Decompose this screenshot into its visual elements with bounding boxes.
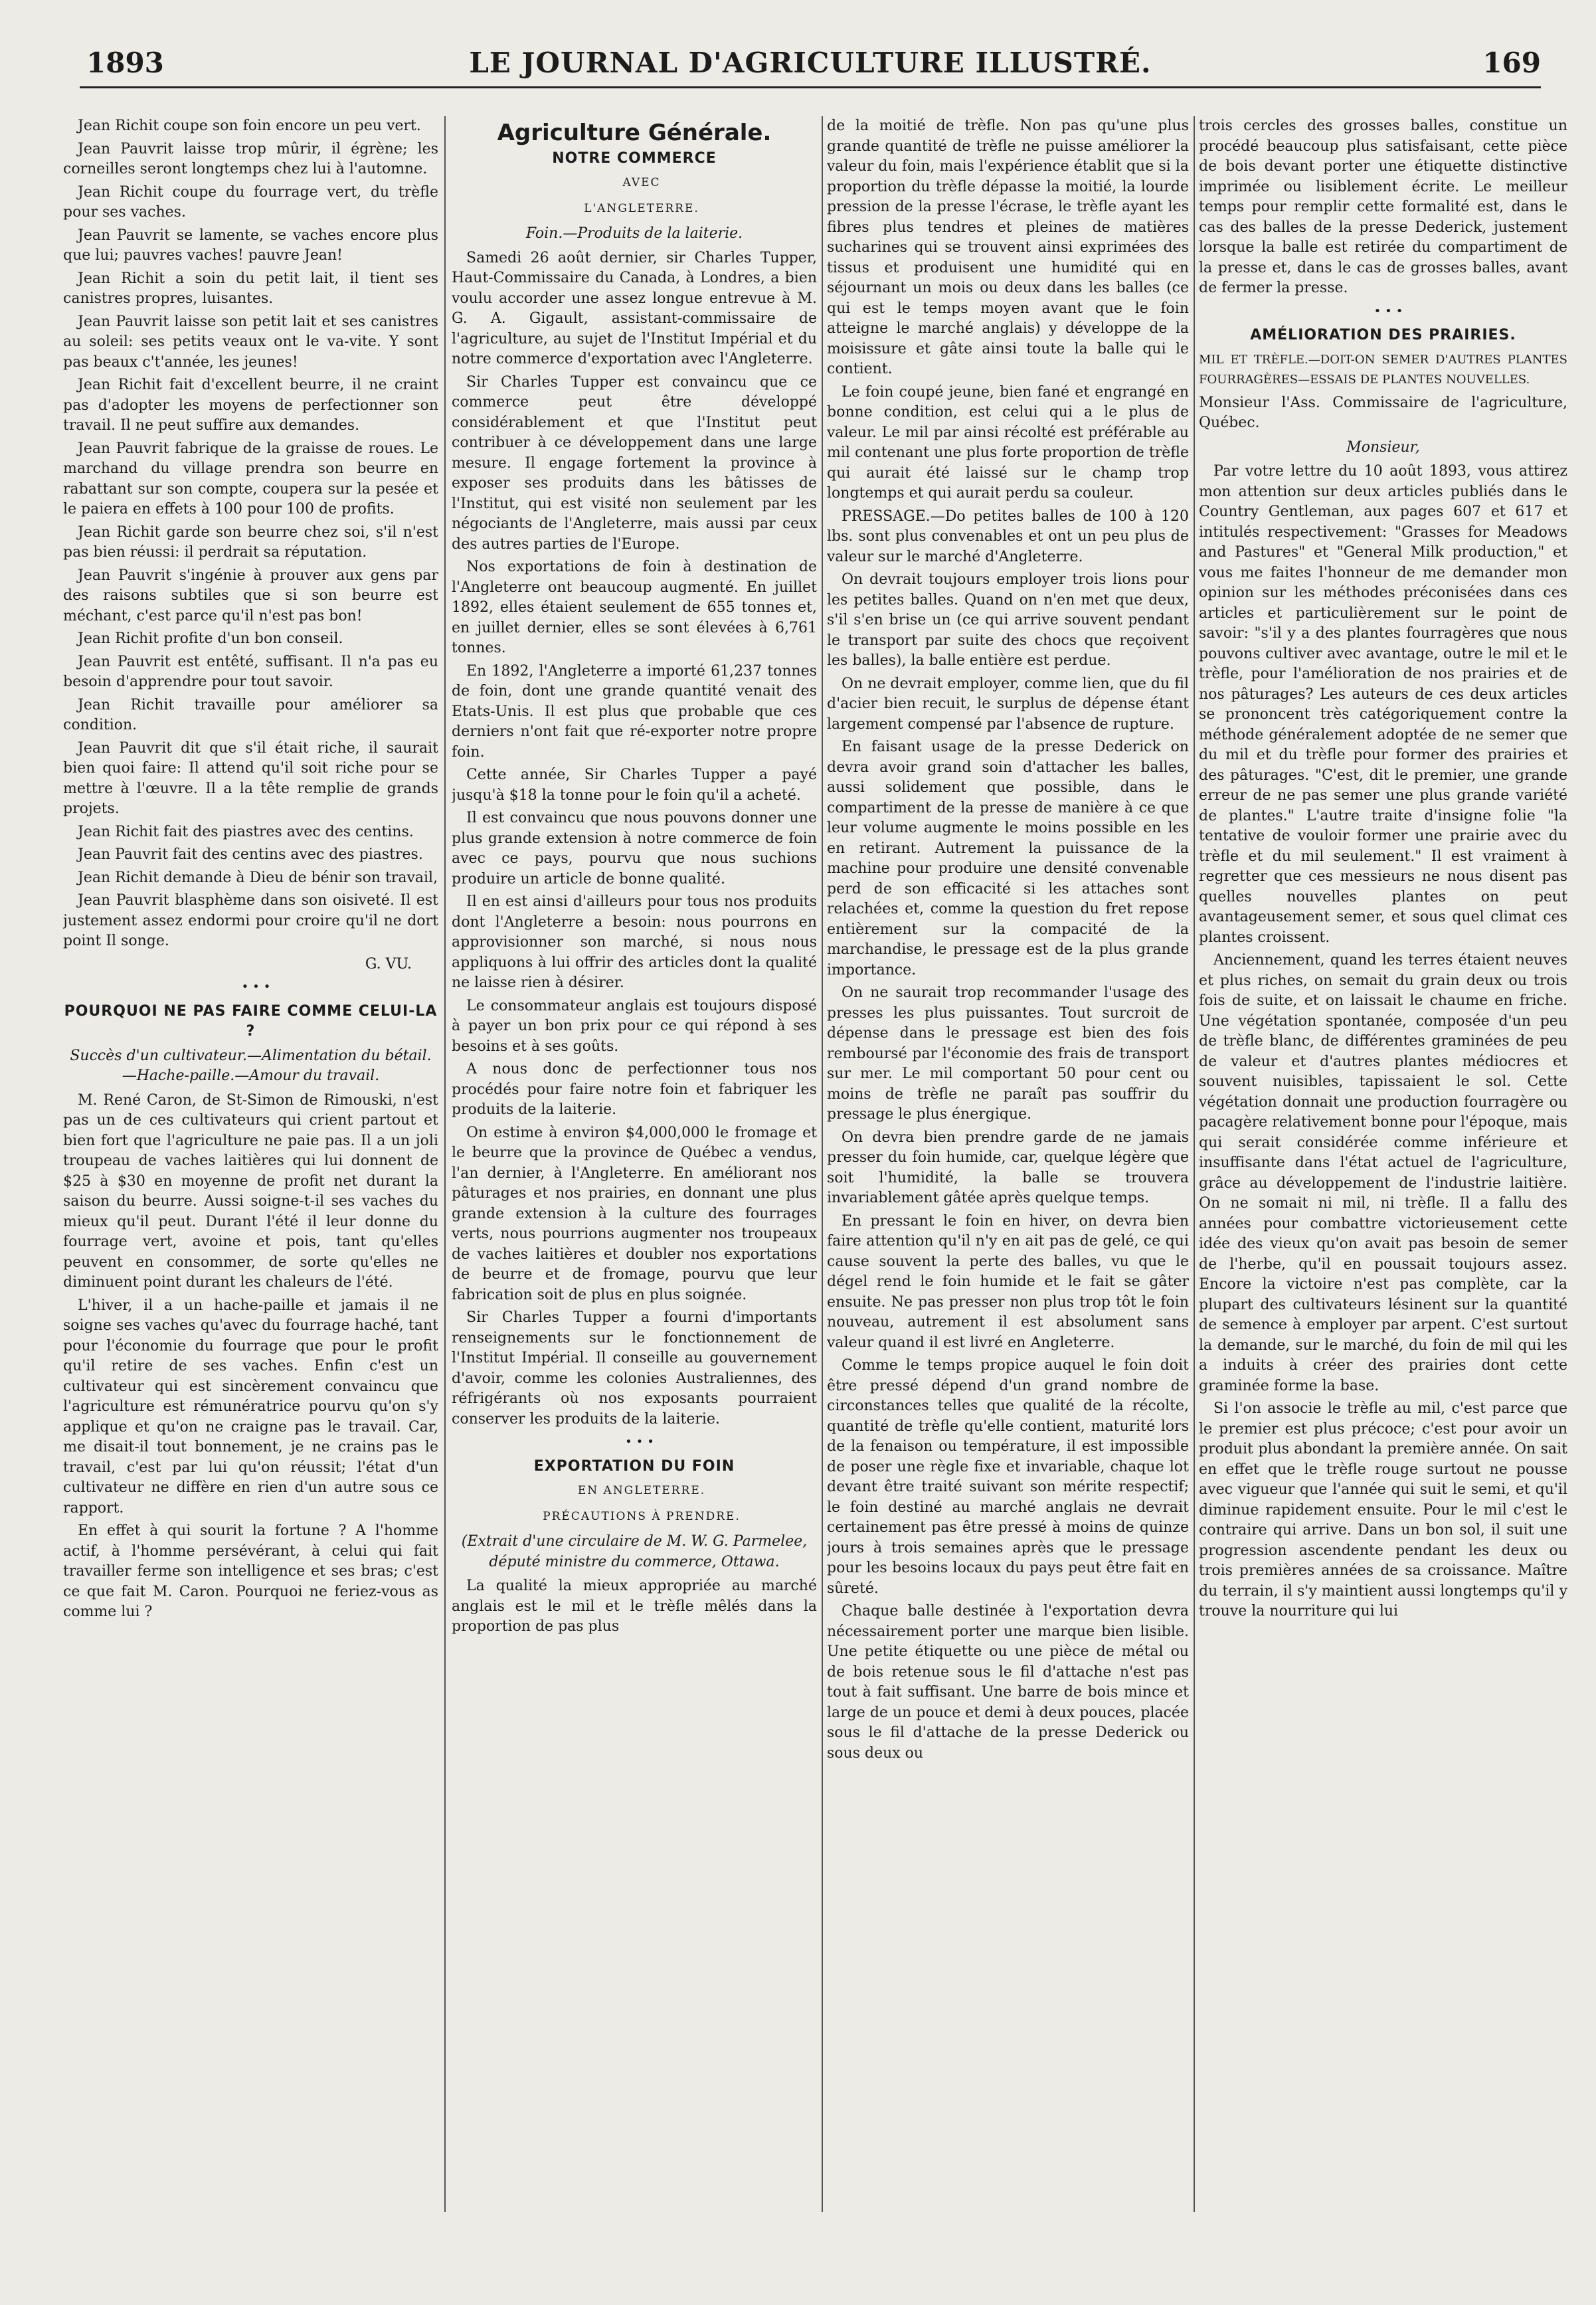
paragraph: Comme le temps propice auquel le foin doit être pressé dépend d'un grand nombre de circonstances telles que qualité de la récolte, quantité de trèfle qu'elle contient, maturité lors de la fenaison ou température, il est impossible de poser une règle fixe et invariable, chaque lot devant être traité suivant son mérite respectif; le foin destiné au marché anglais ne devrait certainement pas être pressé à moins de quinze jours à trois semaines après que le pressage pour les besoins locaux du pays peut être fait en sûreté. xyxy=(827,1357,1189,1597)
paragraph: Jean Richit profite d'un bon conseil. xyxy=(78,630,343,647)
paragraph: Jean Pauvrit laisse son petit lait et ses canistres au soleil: ses petits veaux ont le va-vite. Y sont pas beaux c't'année, les jeunes! xyxy=(63,313,438,371)
paragraph: Anciennement, quand les terres étaient neuves et plus riches, on semait du grain deux ou trois fois de suite, et on laissait le chaume en friche. Une végétation spontanée, composée d'un peu de trèfle blanc, de différentes graminées de peu de valeur et d'autres plantes médiocres et souvent nuisibles, tapissaient le sol. Cette végétation donnait une production fourragère ou pacagère relativement bonne pour l'époque, mais qui serait considérée comme inférieure et insuffisante dans l'état actuel de l'agriculture, grâce au développement de l'industrie laitière. On ne somait ni mil, ni trèfle. Il a fallu des années pour combattre victorieusement cette idée des vieux qu'on avait pas besoin de semer de l'herbe, qu'il en poussait toujours assez. Encore la victoire n'est pas complète, car la plupart des cultivateurs lésinent sur la quantité de semence à employer par arpent. C'est surtout la demande, sur le marché, du foin de mil qui les a induits à créer des prairies dont cette graminée forme la base. xyxy=(1199,952,1567,1394)
paragraph: Il en est ainsi d'ailleurs pour tous nos produits dont l'Angleterre a besoin: nous pourrons en approvisionner son marché, si nous nous appliquons à lui offrir des articles dont la qualité ne laisse rien à désirer. xyxy=(452,893,817,991)
paragraph: Jean Richit garde son beurre chez soi, s'il n'est pas bien réussi: il perdrait sa réputation. xyxy=(63,523,438,561)
paragraph: Sir Charles Tupper est convaincu que ce commerce peut être développé considérablement et que l'Institut peut contribuer à ce développement dans une large mesure. Il engage fortement la province à exposer ses produits dans les bâtisses de l'Institut, qui est visité non seulement par les négociants de l'Angleterre, mais aussi par ceux des autres parties de l'Europe. xyxy=(452,373,817,553)
paragraph: Jean Pauvrit se lamente, se vaches encore plus que lui; pauvres vaches! pauvre Jean! xyxy=(63,227,438,264)
paragraph: Nos exportations de foin à destination de l'Angleterre ont beaucoup augmenté. En juillet 1892, elles étaient seulement de 655 tonnes et, en juillet dernier, elles se sont élevées à 6,761 tonnes. xyxy=(452,559,817,656)
header-year: 1893 xyxy=(86,46,164,79)
paragraph: En faisant usage de la presse Dederick on devra avoir grand soin d'attacher les balles, aussi solidement que possible, dans le compartiment de la presse de manière à ce que leur volume augmente le moins possible en les en retirant. Autrement la puissance de la machine pour produire une densité convenable perd de son efficacité si les attaches sont relachées et, comme la question du fret repose entièrement sur la compacité de la marchandise, le pressage est de la plus grande importance. xyxy=(827,739,1189,978)
column-2 xyxy=(452,116,817,2212)
column-rule xyxy=(1194,116,1195,2212)
paragraph: Jean Pauvrit fabrique de la graisse de roues. Le marchand du village prendra son beurre en rabattant sur son compte, coupera sur la pesée et le paiera en effets à 100 pour 100 de profits. xyxy=(63,440,438,517)
separator: ••• xyxy=(1374,304,1407,318)
article-deck: Succès d'un cultivateur.—Alimentation du bétail.—Hache-paille.—Amour du travail. xyxy=(70,1047,432,1084)
paragraph: Jean Richit fait des piastres avec des centins. xyxy=(78,823,414,840)
paragraph: Jean Richit travaille pour améliorer sa condition. xyxy=(63,696,438,733)
article-subheading: L'ANGLETERRE. xyxy=(584,201,699,215)
column-rule xyxy=(822,116,823,2212)
paragraph: Jean Pauvrit fait des centins avec des piastres. xyxy=(78,846,423,863)
article-subheading: PRÉCAUTIONS À PRENDRE. xyxy=(543,1509,741,1523)
paragraph: Chaque balle destinée à l'exportation devra nécessairement porter une marque bien lisible. Une petite étiquette ou une pièce de métal ou de bois retenue sous le fil d'attache n'est pas tout à fait suffisant. Une barre de bois mince et large de un pouce et demi à deux pouces, placée sous le fil d'attache de la presse Dederick ou sous deux ou xyxy=(827,1603,1189,1762)
article-heading: EXPORTATION DU FOIN xyxy=(533,1457,735,1475)
header-title: LE JOURNAL D'AGRICULTURE ILLUSTRÉ. xyxy=(469,46,1152,79)
separator: ••• xyxy=(241,980,275,994)
paragraph: On ne devrait employer, comme lien, que du fil d'acier bien recuit, le surplus de dépense étant largement compensé par l'absence de rupture. xyxy=(827,675,1189,733)
page-header xyxy=(80,40,1541,88)
paragraph: Jean Richit demande à Dieu de bénir son travail, xyxy=(78,869,438,886)
paragraph: En effet à qui sourit la fortune ? A l'homme actif, à l'homme persévérant, à celui qui fait travailler ferme son intelligence et ses bras; c'est ce que fait M. Caron. Pourquoi ne feriez-vous as comme lui ? xyxy=(63,1522,438,1620)
paragraph: Cette année, Sir Charles Tupper a payé jusqu'à $18 la tonne pour le foin qu'il a acheté. xyxy=(452,767,817,804)
paragraph: En 1892, l'Angleterre a importé 61,237 tonnes de foin, dont une grande quantité venait des Etats-Unis. Il est plus que probable que ces derniers n'ont fait que ré-exporter notre propre foin. xyxy=(452,662,817,761)
article-deck: Foin.—Produits de la laiterie. xyxy=(525,225,743,242)
salutation: Monsieur, xyxy=(1346,438,1420,456)
paragraph: de la moitié de trèfle. Non pas qu'une plus grande quantité de trèfle ne puisse améliorer la valeur du foin, mais l'expérience établit que si la proportion du trèfle dépasse la moitié, la lourde pression de la presse l'écrase, le trèfle ayant les fibres plus tendres et pleines de matières sucharines qui se trouvent ainsi exprimées des tissus et produisent une humidité qui en séjournant un mois ou deux dans les balles (ce qui est le temps moyen avant que le foin atteigne le marché anglais) y développe de la moisissure et gâte ainsi toute la balle qui le contient. xyxy=(827,118,1189,377)
paragraph: Le consommateur anglais est toujours disposé à payer un bon prix pour ce qui répond à ses besoins et à ses goûts. xyxy=(452,997,817,1055)
paragraph: Il est convaincu que nous pouvons donner une plus grande extension à notre commerce de foin avec ce pays, pourvu que nous suchions produire un article de bonne qualité. xyxy=(452,810,817,887)
column-1 xyxy=(63,116,438,2212)
paragraph: PRESSAGE.—Do petites balles de 100 à 120 lbs. sont plus convenables et ont un peu plus de valeur sur le marché d'Angleterre. xyxy=(827,507,1189,565)
paragraph: Jean Pauvrit blasphème dans son oisiveté. Il est justement assez endormi pour croire qu'il ne dort point Il songe. xyxy=(63,892,438,949)
paragraph: A nous donc de perfectionner tous nos procédés pour faire notre foin et fabriquer les produits de la laiterie. xyxy=(452,1061,817,1118)
paragraph: Jean Richit coupe son foin encore un peu vert. xyxy=(78,118,421,134)
header-page-number: 169 xyxy=(1482,46,1541,79)
paragraph: Par votre lettre du 10 août 1893, vous attirez mon attention sur deux articles publiés dans le Country Gentleman, aux pages 607 et 617 et intitulés respectivement: "Grasses for Meadows and Pastures" et "General Milk production," et vous me faites l'honneur de me demander mon opinion sur les méthodes préconisées dans ces articles et particulièrement sur le point de savoir: "s'il y a des plantes fourragères que nous pouvons cultiver avec avantage, outre le mil et le trèfle, pour l'amélioration de nos prairies et de nos pâturages? Les auteurs de ces deux articles se prononcent très catégoriquement contre la méthode généralement adoptée de ne semer que du mil et du trèfle pour former des prairies et des pâturages. "C'est, dit le premier, une grande erreur de ne pas semer une plus grande variété de plantes." L'autre traite d'insigne folie "la tentative de vouloir former une prairie avec du trèfle et du mil seulement." Il est vraiment à regretter que ces messieurs ne nous disent pas quelles nouvelles plantes on peut avantageusement semer, et sous quel climat ces plantes croissent. xyxy=(1199,463,1567,946)
address: Monsieur l'Ass. Commissaire de l'agriculture, Québec. xyxy=(1199,394,1567,431)
paragraph: La qualité la mieux appropriée au marché anglais est le mil et le trèfle mêlés dans la proportion de pas plus xyxy=(452,1578,817,1635)
column-rule xyxy=(444,116,446,2212)
paragraph: On devra bien prendre garde de ne jamais presser du foin humide, car, quelque légère que soit l'humidité, la balle se trouvera invariablement gâtée après quelque temps. xyxy=(827,1129,1189,1206)
paragraph: Jean Pauvrit laisse trop mûrir, il égrène; les corneilles seront longtemps chez lui à l'automne. xyxy=(63,140,438,177)
paragraph: M. René Caron, de St-Simon de Rimouski, n'est pas un de ces cultivateurs qui crient partout et bien fort que l'agriculture ne paie pas. Il a un joli troupeau de vaches laitières qui lui donnent de $25 à $30 en moyenne de profit net durant la saison du beurre. Aussi soigne-t-il ses vaches du mieux qu'il peut. Durant l'été il leur donne du fourrage vert, avoine et pois, tant qu'elles peuvent en consommer, de sorte qu'elles ne diminuent point durant les chaleurs de l'été. xyxy=(63,1091,438,1291)
paragraph: Jean Pauvrit dit que s'il était riche, il saurait bien quoi faire: Il attend qu'il soit riche pour se mettre à l'œuvre. Il a la tête remplie de grands projets. xyxy=(63,739,438,817)
article-subheading: EN ANGLETERRE. xyxy=(577,1484,706,1497)
article-heading: AMÉLIORATION DES PRAIRIES. xyxy=(1250,327,1516,343)
paragraph: trois cercles des grosses balles, constitue un procédé beaucoup plus satisfaisant, cette pièce de bois devant porter une étiquette distinctive imprimée ou lisiblement écrite. Le meilleur temps pour remplir cette formalité est, dans le cas des balles de la presse Dederick, justement lorsque la balle est retirée du compartiment de la presse et, dans le cas de grosses balles, avant de fermer la presse. xyxy=(1199,118,1567,296)
section-heading: Agriculture Générale. xyxy=(497,120,772,146)
paragraph: L'hiver, il a un hache-paille et jamais il ne soigne ses vaches qu'avec du fourrage haché, tant pour l'économie du fourrage que pour le profit qu'il retire de ses vaches. Enfin c'est un cultivateur qui est sincèrement convaincu que l'agriculture est rémunératrice pourvu qu'on s'y applique et qu'on ne craigne pas le travail. Car, me disait-il tout bonnement, je ne crains pas le travail, c'est par lui qu'on réussit; l'état d'un cultivateur ne diffère en rien d'un autre sous ce rapport. xyxy=(63,1297,438,1517)
paragraph: Jean Pauvrit est entêté, suffisant. Il n'a pas eu besoin d'apprendre pour tout savoir. xyxy=(63,653,438,690)
article-heading: POURQUOI NE PAS FAIRE COMME CELUI-LA ? xyxy=(64,1002,438,1040)
paragraph: Le foin coupé jeune, bien fané et engrangé en bonne condition, est celui qui a le plus de valeur. Le mil par ainsi récolté est préférable au mil contenant une plus forte proportion de trèfle qui aurait été laissé sur le champ trop longtemps et qui aurait perdu sa couleur. xyxy=(827,383,1189,502)
paragraph: Si l'on associe le trèfle au mil, c'est parce que le premier est plus précoce; c'est pour avoir un produit plus abondant la première année. On sait en effet que le trèfle rouge surtout ne pousse avec vigueur que l'année qui suit le semi, et qu'il diminue rapidement ensuite. Pour le mil c'est le contraire qui arrive. Dans un bon sol, il suit une progression ascendente pendant les deux ou trois premières années de sa croissance. Maître du terrain, il s'y maintient aussi longtemps qu'il y trouve la nourriture qui lui xyxy=(1199,1400,1567,1619)
paragraph: On devrait toujours employer trois lions pour les petites balles. Quand on n'en met que deux, s'il s'en brise un (ce qui arrive souvent pendant le transport par suite des chocs que reçoivent les balles), la balle entière est perdue. xyxy=(827,571,1189,669)
paragraph: Jean Richit fait d'excellent beurre, il ne craint pas d'adopter les moyens de perfectionner son travail. Il ne peut suffire aux demandes. xyxy=(63,377,438,434)
separator: ••• xyxy=(625,1435,658,1449)
article-heading: NOTRE COMMERCE xyxy=(552,149,717,167)
paragraph: Jean Richit a soin du petit lait, il tient ses canistres propres, luisantes. xyxy=(63,270,438,307)
column-4 xyxy=(1199,116,1567,2212)
paragraph: Jean Richit coupe du fourrage vert, du trèfle pour ses vaches. xyxy=(63,183,438,221)
paragraph: On ne saurait trop recommander l'usage des presses les plus puissantes. Tout surcroit de dépense dans le pressage est bien des fois remboursé par l'économie des frais de transport sur mer. Le mil comportant 50 pour cent ou moins de trèfle ne paraît pas souffrir du pressage le plus énergique. xyxy=(827,984,1189,1123)
paragraph: Samedi 26 août dernier, sir Charles Tupper, Haut-Commissaire du Canada, à Londres, a bien voulu accorder une assez longue entrevue à M. G. A. Gigault, assistant-commissaire de l'agriculture, au sujet de l'Institut Impérial et du notre commerce d'exportation avec l'Angleterre. xyxy=(452,249,817,367)
column-3 xyxy=(827,116,1189,2212)
article-deck: MIL ET TRÈFLE.—DOIT-ON SEMER D'AUTRES PLANTES FOURRAGÈRES—ESSAIS DE PLANTES NOUVELLES. xyxy=(1199,352,1567,387)
paragraph: En pressant le foin en hiver, on devra bien faire attention qu'il n'y en ait pas de gelé, ce qui cause souvent la perte des balles, vu que le dégel rend le foin humide et le fait se gâter ensuite. Ne pas presser non plus trop tôt le foin nouveau, autrement il est absolument sans valeur quand il est livré en Angleterre. xyxy=(827,1212,1189,1351)
article-subheading: AVEC xyxy=(622,176,661,189)
paragraph: Sir Charles Tupper a fourni d'importants renseignements sur le fonctionnement de l'Institut Impérial. Il conseille au gouvernement d'avoir, comme les colonies Australiennes, des réfrigérants où nos exposants pourraient conserver les produits de la laiterie. xyxy=(452,1309,817,1428)
source-note: (Extrait d'une circulaire de M. W. G. Parmelee, député ministre du commerce, Ottawa. xyxy=(461,1533,808,1570)
paragraph: On estime à environ $4,000,000 le fromage et le beurre que la province de Québec a vendus, l'an dernier, à l'Angleterre. En améliorant nos pâturages et nos prairies, en donnant une plus grande extension à la culture des fourrages verts, nous pourrions augmenter nos troupeaux de vaches laitières et doubler nos exportations de beurre et de fromage, pourvu que leur fabrication soit de plus en plus soignée. xyxy=(452,1124,817,1303)
signature: G. VU. xyxy=(365,955,412,972)
paragraph: Jean Pauvrit s'ingénie à prouver aux gens par des raisons subtiles que si son beurre est méchant, c'est parce qu'il n'est pas bon! xyxy=(63,567,438,624)
